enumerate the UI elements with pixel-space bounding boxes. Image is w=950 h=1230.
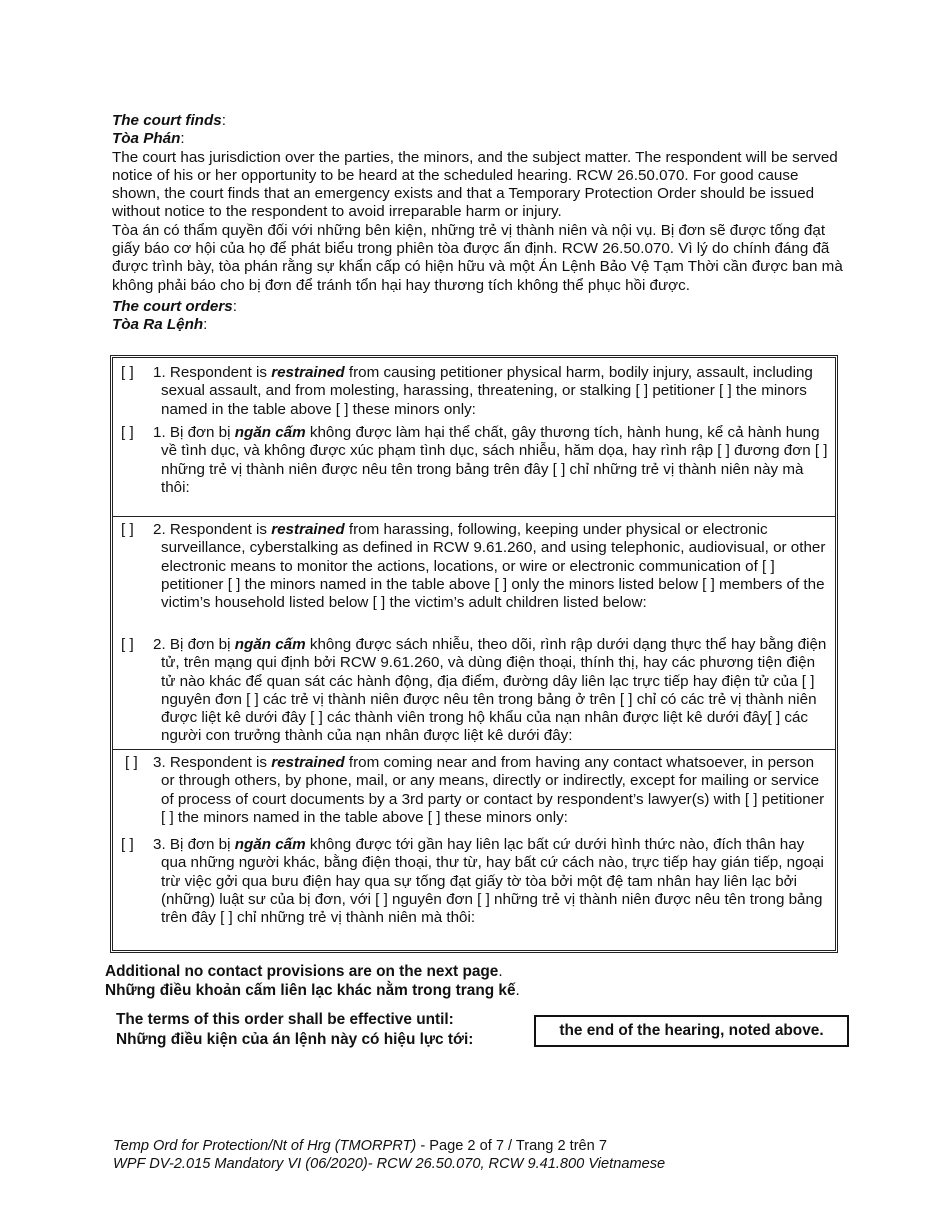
findings-heading-vi: Tòa Phán xyxy=(112,130,181,148)
order-3-vi-checkbox[interactable]: [ ] xyxy=(121,836,134,853)
order-3-en-checkbox[interactable]: [ ] xyxy=(125,754,138,771)
findings-body-vi: Tòa án có thẩm quyền đối với những bên kiện, những trẻ vị thành niên và nội vụ. Bị đơn sẽ được tống đạt giấy báo cơ hội của họ để phát biểu trong phiên tòa được ấn định. RCW 26.50.070. Vì lý do chính đáng đã được trình bày, tòa phán rằng sự khẩn cấp có hiện hữu và một Án Lệnh Bảo Vệ Tạm Thời cần được ban mà không phải báo cho bị đơn để tránh tổn hại hay thương tích không thể phục hồi được. xyxy=(112,221,843,294)
form-title: Temp Ord for Protection/Nt of Hrg (TMORPRT) xyxy=(113,1138,417,1154)
findings-heading-en: The court finds xyxy=(112,112,222,129)
order-2-en-checkbox[interactable]: [ ] xyxy=(121,521,134,538)
order-1-vi-checkbox[interactable]: [ ] xyxy=(121,424,134,441)
form-id: WPF DV-2.015 Mandatory VI (06/2020)- RCW 26.50.070, RCW 9.41.800 Vietnamese xyxy=(113,1156,666,1172)
additional-provisions-note: Additional no contact provisions are on the next page. Những điều khoản cấm liên lạc khác nằm trong trang kế. xyxy=(105,963,520,999)
order-section-3: [ ] 3. Respondent is restrained from coming near and from having any contact whatsoever, in person or through others, by phone, mail, or any means, directly or indirectly, except for mailing or service of process of court documents by a 3rd party or contact by respondent’s lawyer(s) with [ ] petitioner [ ] the minors named in the table above [ ] these minors only: [ ] 3. Bị đơn bị ngăn cấm không được tới gần hay liên lạc bất cứ dưới hình thức nào, đích thân hay qua những người khác, bằng điện thoại, thư từ, hay bất cứ cách nào, trực tiếp hay gián tiếp, ngoại trừ việc gởi qua bưu điện hay qua sự tống đạt giấy tờ tòa bởi một đệ tam nhân hay liên lạc bởi (những) luật sư của bị đơn, với [ ] nguyên đơn [ ] những trẻ vị thành niên được nêu tên trong bảng trên đây [ ] chỉ những trẻ vị thành niên mà thôi: xyxy=(121,754,825,927)
terms-effective-until-field[interactable]: the end of the hearing, noted above. xyxy=(534,1015,849,1047)
findings-body-en: The court has jurisdiction over the parties, the minors, and the subject matter. The respondent will be served notice of his or her opportunity to be heard at the scheduled hearing. RCW 26.50.070. For good cause shown, the court finds that an emergency exists and that a Temporary Protection Order should be issued without notice to the respondent to avoid irreparable harm or injury. xyxy=(112,148,838,221)
page-number: - Page 2 of 7 / Trang 2 trên 7 xyxy=(416,1138,607,1154)
terms-label: The terms of this order shall be effective until: Những điều kiện của án lệnh này có hiệu lực tới: xyxy=(116,1011,474,1048)
order-1-en-checkbox[interactable]: [ ] xyxy=(121,364,134,381)
court-findings-section: The court finds: Tòa Phán: The court has jurisdiction over the parties, the minors, and the subject matter. The respondent will be served notice of his or her opportunity to be heard at the scheduled hearing. RCW 26.50.070. For good cause shown, the court finds that an emergency exists and that a Temporary Protection Order should be issued without notice to the respondent to avoid irreparable harm or injury. Tòa án có thẩm quyền đối với những bên kiện, những trẻ vị thành niên và nội vụ. Bị đơn sẽ được tống đạt giấy báo cơ hội của họ để phát biểu trong phiên tòa được ấn định. RCW 26.50.070. Vì lý do chính đáng đã được trình bày, tòa phán rằng sự khẩn cấp có hiện hữu và một Án Lệnh Bảo Vệ Tạm Thời cần được ban mà không phải báo cho bị đơn để tránh tổn hại hay thương tích không thể phục hồi được. The court orders: Tòa Ra Lệnh: xyxy=(112,112,843,334)
orders-table xyxy=(110,355,838,953)
orders-heading-vi: Tòa Ra Lệnh xyxy=(112,316,204,334)
order-section-1: [ ] 1. Respondent is restrained from causing petitioner physical harm, bodily injury, assault, including sexual assault, and from molesting, harassing, threatening, or stalking [ ] petitioner [ ] the minors named in the table above [ ] these minors only: [ ] 1. Bị đơn bị ngăn cấm không được làm hại thể chất, gây thương tích, hành hung, kể cả hành hung về tình dục, và không được xúc phạm tình dục, sách nhiễu, hăm dọa, hay rình rập [ ] đương đơn [ ] những trẻ vị thành niên được nêu tên trong bảng trên đây [ ] chỉ những trẻ vị thành niên này mà thôi: xyxy=(113,358,835,517)
order-section-2: [ ] 2. Respondent is restrained from harassing, following, keeping under physical or electronic surveillance, cyberstalking as defined in RCW 9.61.260, and using telephonic, audiovisual, or other electronic means to monitor the actions, locations, or wire or electronic communication of [ ] petitioner [ ] the minors named in the table above [ ] only the minors listed below [ ] members of the victim’s household listed below [ ] the victim’s adult children listed below: [ ] 2. Bị đơn bị ngăn cấm không được sách nhiễu, theo dõi, rình rập dưới dạng thực thể hay bằng điện tử, trên mạng qui định bởi RCW 9.61.260, và dùng điện thoại, thính thị, hay các phương tiện điện tử nào khác để quan sát các hành động, địa điểm, đường dây liên lạc trực tiếp hay điện tử của [ ] nguyên đơn [ ] các trẻ vị thành niên được nêu tên trong bảng ở trên [ ] chỉ có các trẻ vị thành niên được liệt kê dưới đây [ ] các thành viên trong hộ khẩu của nạn nhân được liệt kê dưới đây[ ] các người con trưởng thành của nạn nhân được liệt kê dưới đây: xyxy=(113,517,835,750)
order-2-vi-checkbox[interactable]: [ ] xyxy=(121,636,134,653)
page-footer xyxy=(113,1137,665,1173)
orders-heading-en: The court orders xyxy=(112,297,233,315)
